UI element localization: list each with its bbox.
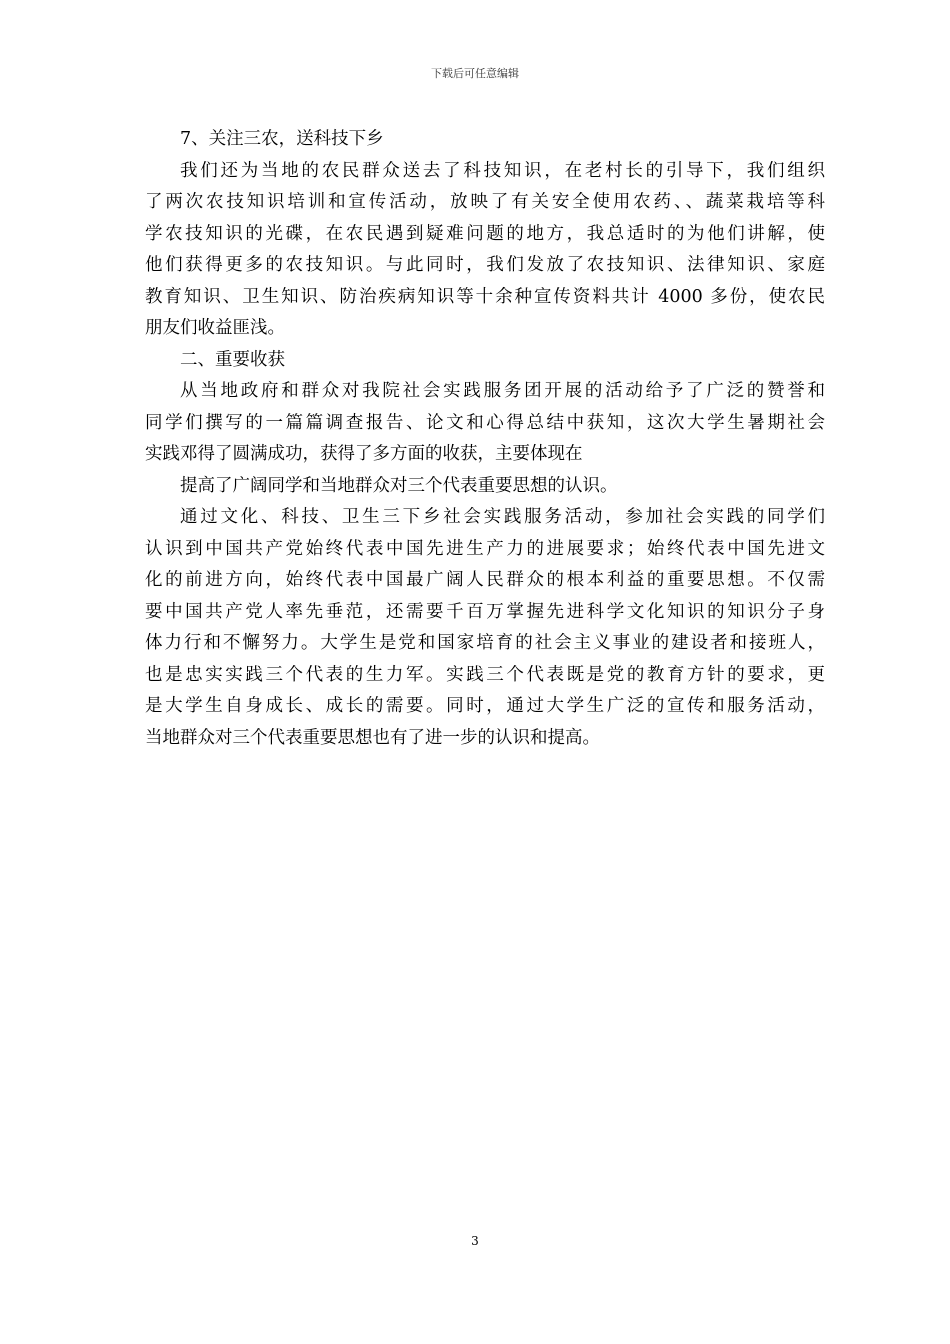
page-number: 3	[471, 1234, 479, 1248]
page-header: 下载后可任意编辑	[431, 67, 519, 80]
document-body	[145, 124, 825, 754]
paragraph-line: 学农技知识的光碟，在农民遇到疑难问题的地方，我总适时的为他们讲解，使	[145, 223, 825, 244]
paragraph-line: 朋友们收益匪浅。	[145, 318, 285, 338]
paragraph-line: 了两次农技知识培训和宣传活动，放映了有关安全使用农药、、蔬菜栽培等科	[145, 192, 825, 212]
paragraph-line: 通过文化、科技、卫生三下乡社会实践服务活动，参加社会实践的同学们	[180, 507, 825, 527]
paragraph-line: 我们还为当地的农民群众送去了科技知识，在老村长的引导下，我们组织	[180, 160, 825, 181]
section-heading-7: 7、关注三农，送科技下乡	[180, 129, 384, 149]
paragraph-line: 当地群众对三个代表重要思想也有了进一步的认识和提高。	[145, 727, 600, 748]
paragraph-line: 体力行和不懈努力。大学生是党和国家培育的社会主义事业的建设者和接班人，	[145, 633, 825, 653]
paragraph-line: 要中国共产党人率先垂范，还需要千百万掌握先进科学文化知识的知识分子身	[145, 601, 825, 622]
paragraph-line: 是大学生自身成长、成长的需要。同时，通过大学生广泛的宣传和服务活动，	[145, 696, 825, 716]
paragraph-line: 教育知识、卫生知识、防治疾病知识等十余种宣传资料共计 4000 多份，使农民	[145, 286, 825, 307]
paragraph-line: 认识到中国共产党始终代表中国先进生产力的进展要求；始终代表中国先进文	[145, 538, 825, 559]
paragraph-line: 他们获得更多的农技知识。与此同时，我们发放了农技知识、法律知识、家庭	[145, 255, 825, 275]
section-heading-2: 二、重要收获	[180, 349, 285, 370]
paragraph-line: 化的前进方向，始终代表中国最广阔人民群众的根本利益的重要思想。不仅需	[145, 570, 825, 590]
paragraph-line: 实践邓得了圆满成功，获得了多方面的收获，主要体现在	[145, 444, 583, 464]
paragraph-line: 同学们撰写的一篇篇调查报告、论文和心得总结中获知，这次大学生暑期社会	[145, 412, 825, 433]
paragraph-line: 也是忠实实践三个代表的生力军。实践三个代表既是党的教育方针的要求，更	[145, 664, 825, 685]
paragraph-line: 从当地政府和群众对我院社会实践服务团开展的活动给予了广泛的赞誉和	[180, 381, 825, 401]
paragraph-line: 提高了广阔同学和当地群众对三个代表重要思想的认识。	[180, 475, 618, 496]
